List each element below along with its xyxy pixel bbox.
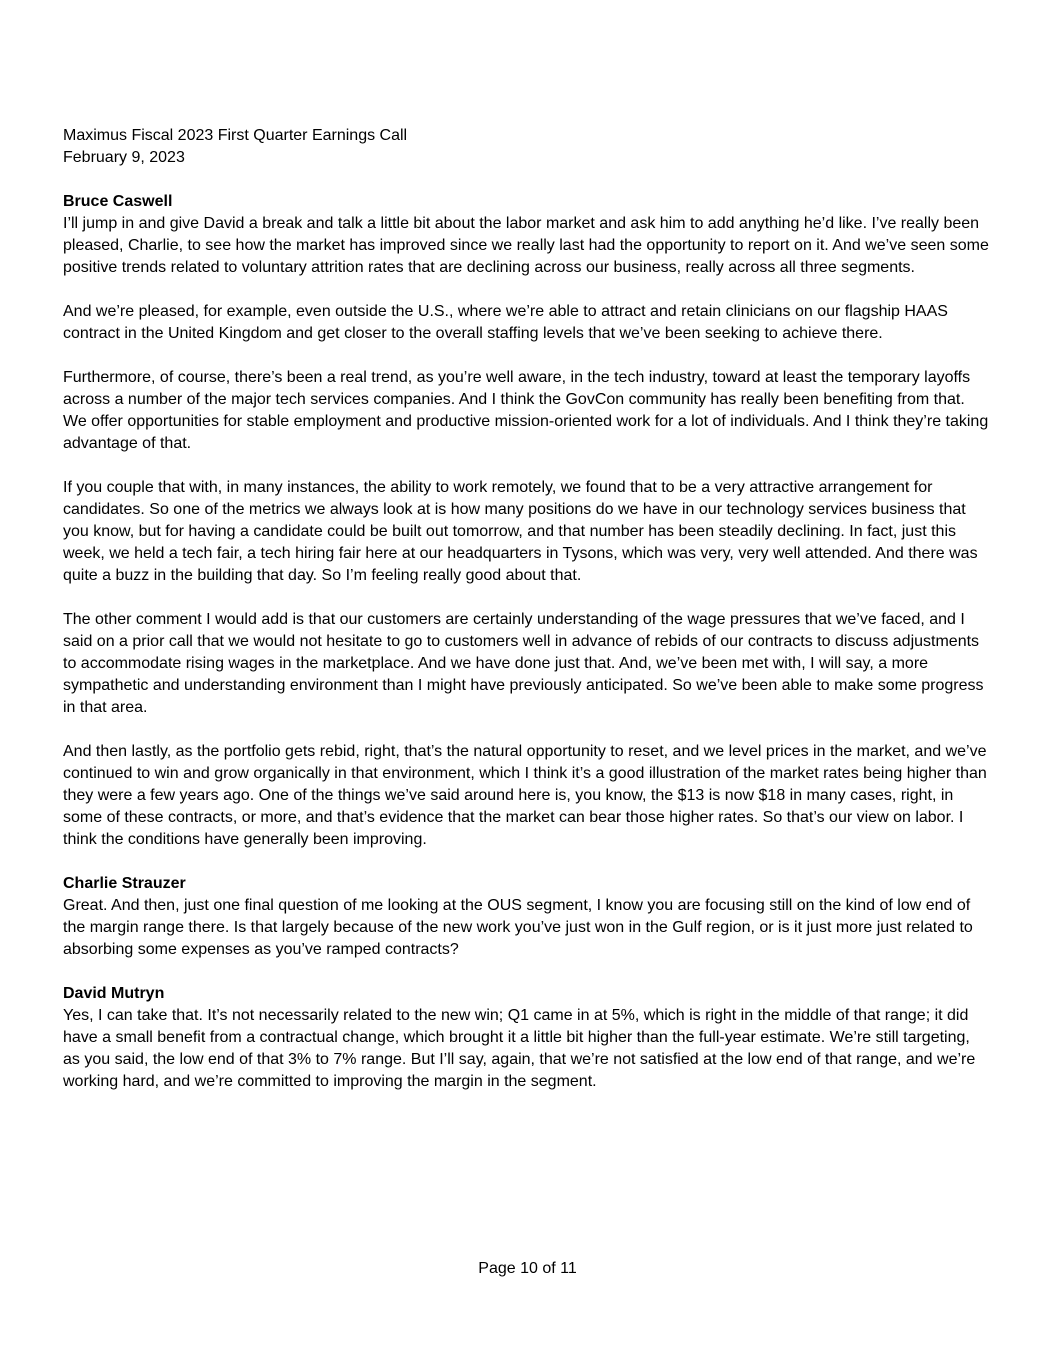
speaker-section (63, 191, 991, 851)
speaker-name: David Mutryn (63, 985, 165, 1002)
document-date: February 9, 2023 (63, 149, 185, 166)
sections (63, 191, 991, 1093)
speech-paragraph: Yes, I can take that. It’s not necessarily related to the new win; Q1 came in at 5%, which is right in the middle of that range; it did have a small benefit from a contractual change, which brought it a little bit higher than the full-year estimate. We’re still targeting, as you said, the low end of that 3% to 7% range. But I’ll say, again, that we’re not satisfied at the low end of that range, and we’re working hard, and we’re committed to improving the margin in the segment. (63, 1007, 976, 1090)
document-title: Maximus Fiscal 2023 First Quarter Earnings Call (63, 127, 408, 144)
page-number: Page 10 of 11 (478, 1260, 577, 1277)
speech-paragraph: I’ll jump in and give David a break and talk a little bit about the labor market and ask him to add anything he’d like. I’ve really been pleased, Charlie, to see how the market has improved since we really last had the opportunity to report on it. And we’ve seen some positive trends related to voluntary attrition rates that are declining across our business, really across all three segments. (63, 215, 989, 276)
speech-paragraph: If you couple that with, in many instances, the ability to work remotely, we found that to be a very attractive arrangement for candidates. So one of the metrics we always look at is how many positions do we have in our technology services business that you know, but for having a candidate could be built out tomorrow, and that number has been steadily declining. In fact, just this week, we held a tech fair, a tech hiring fair here at our headquarters in Tysons, which was very, very well attended. And there was quite a buzz in the building that day. So I’m feeling really good about that. (63, 479, 978, 584)
speaker-name: Bruce Caswell (63, 193, 173, 210)
speech-paragraph: And we’re pleased, for example, even outside the U.S., where we’re able to attract and retain clinicians on our flagship HAAS contract in the United Kingdom and get closer to the overall staffing levels that we’ve been seeking to achieve there. (63, 303, 948, 342)
speech-paragraph: Great. And then, just one final question of me looking at the OUS segment, I know you are focusing still on the kind of low end of the margin range there. Is that largely because of the new work you’ve just won in the Gulf region, or is it just more just related to absorbing some expenses as you’ve ramped contracts? (63, 897, 973, 958)
document-body (63, 125, 991, 1093)
speaker-section (63, 983, 991, 1093)
speech-paragraph: And then lastly, as the portfolio gets rebid, right, that’s the natural opportunity to reset, and we level prices in the market, and we’ve continued to win and grow organically in that environment, which I think it’s a good illustration of the market rates being higher than they were a few years ago. One of the things we’ve said around here is, you know, the $13 is now $18 in many cases, right, in some of these contracts, or more, and that’s evidence that the market can bear those higher rates. So that’s our view on labor. I think the conditions have generally been improving. (63, 743, 987, 848)
speech-paragraph: The other comment I would add is that our customers are certainly understanding of the wage pressures that we’ve faced, and I said on a prior call that we would not hesitate to go to customers well in advance of rebids of our contracts to discuss adjustments to accommodate rising wages in the marketplace. And we have done just that. And, we’ve been met with, I will say, a more sympathetic and understanding environment than I might have previously anticipated. So we’ve been able to make some progress in that area. (63, 611, 984, 716)
speaker-name: Charlie Strauzer (63, 875, 186, 892)
speech-paragraph: Furthermore, of course, there’s been a real trend, as you’re well aware, in the tech industry, toward at least the temporary layoffs across a number of the major tech services companies. And I think the GovCon community has really been benefiting from that. We offer opportunities for stable employment and productive mission-oriented work for a lot of individuals. And I think they’re taking advantage of that. (63, 369, 989, 452)
speaker-section (63, 873, 991, 961)
